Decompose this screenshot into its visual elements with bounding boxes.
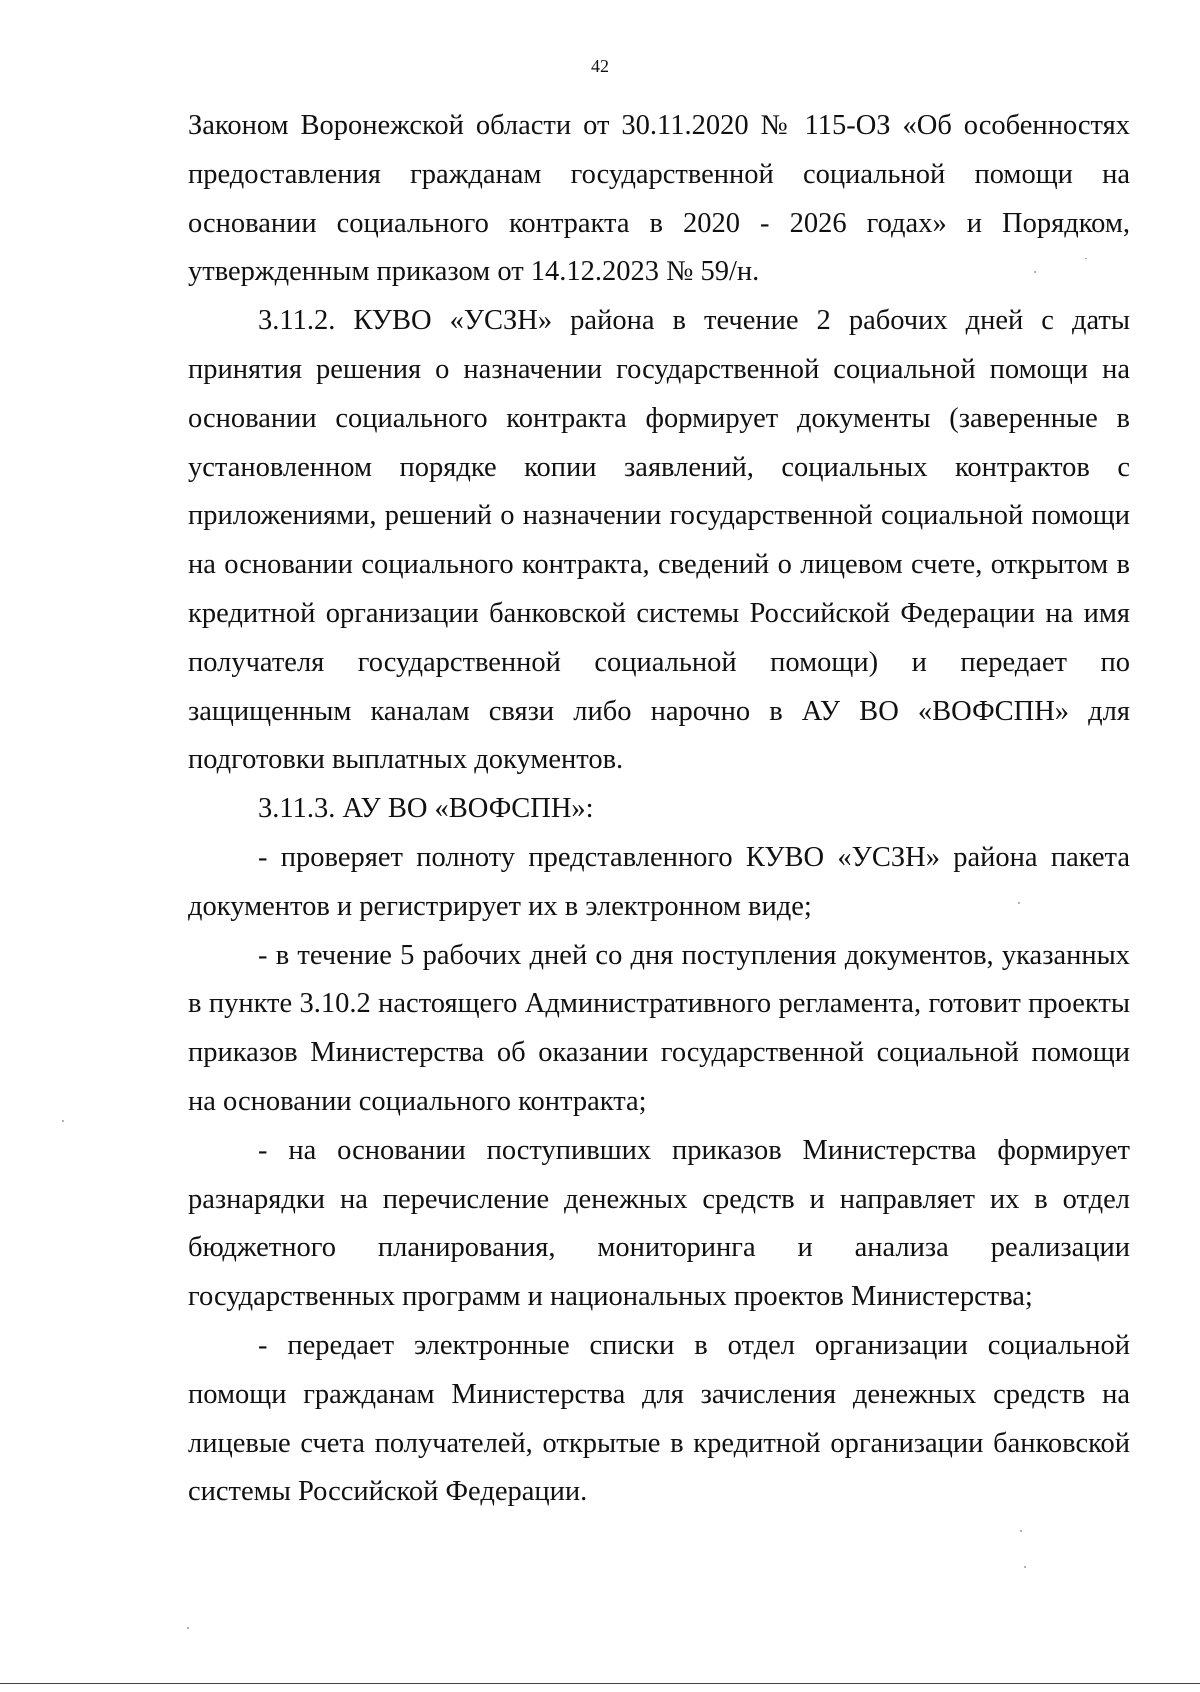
scan-speck xyxy=(1020,1530,1022,1532)
list-item-check-documents: - проверяет полноту представленного КУВО «УСЗН» района пакета документов и регистрирует их в электронном виде; xyxy=(188,841,1130,922)
list-item-transfer-lists: - передает электронные списки в отдел организации социальной помощи гражданам Министерства для зачисления денежных средств на лицевые счета получателей, открытые в кредитной организации банковской системы Российской Федерации. xyxy=(188,1329,1130,1508)
list-item-form-allocations: - на основании поступивших приказов Министерства формирует разнарядки на перечисление денежных средств и направляет их в отдел бюджетного планирования, мониторинга и анализа реализации государственных программ и национальных проектов Министерства; xyxy=(188,1134,1130,1313)
paragraph-3-11-3-heading: 3.11.3. АУ ВО «ВОФСПН»: xyxy=(258,793,594,825)
document-body xyxy=(188,102,1130,1517)
scan-speck xyxy=(1085,258,1087,259)
scan-speck xyxy=(1034,271,1036,273)
bottom-border-line xyxy=(0,1683,1200,1684)
paragraph-continuation: Законом Воронежской области от 30.11.2020 № 115-ОЗ «Об особенностях предоставления гражданам государственной социальной помощи на основании социального контракта в 2020 - 2026 годах» и Порядком, утвержденным приказом от 14.12.2023 № 59/н. xyxy=(188,110,1130,288)
scan-speck xyxy=(187,1627,189,1629)
scan-speck xyxy=(1024,1566,1026,1568)
scan-speck xyxy=(62,1120,64,1122)
page-number: 42 xyxy=(591,56,609,76)
list-item-prepare-orders: - в течение 5 рабочих дней со дня поступления документов, указанных в пункте 3.10.2 настоящего Административного регламента, готовит проекты приказов Министерства об оказании государственной социальной помощи на основании социального контракта; xyxy=(188,939,1130,1117)
scan-speck xyxy=(1018,902,1020,904)
paragraph-3-11-2: 3.11.2. КУВО «УСЗН» района в течение 2 рабочих дней с даты принятия решения о назначении государственной социальной помощи на основании социального контракта формирует документы (заверенные в установленном порядке копии заявлений, социальных контрактов с приложениями, решений о назначении государственной социальной помощи на основании социального контракта, сведений о лицевом счете, открытом в кредитной организации банковской системы Российской Федерации на имя получателя государственной социальной помощи) и передает по защищенным каналам связи либо нарочно в АУ ВО «ВОФСПН» для подготовки выплатных документов. xyxy=(188,305,1130,776)
